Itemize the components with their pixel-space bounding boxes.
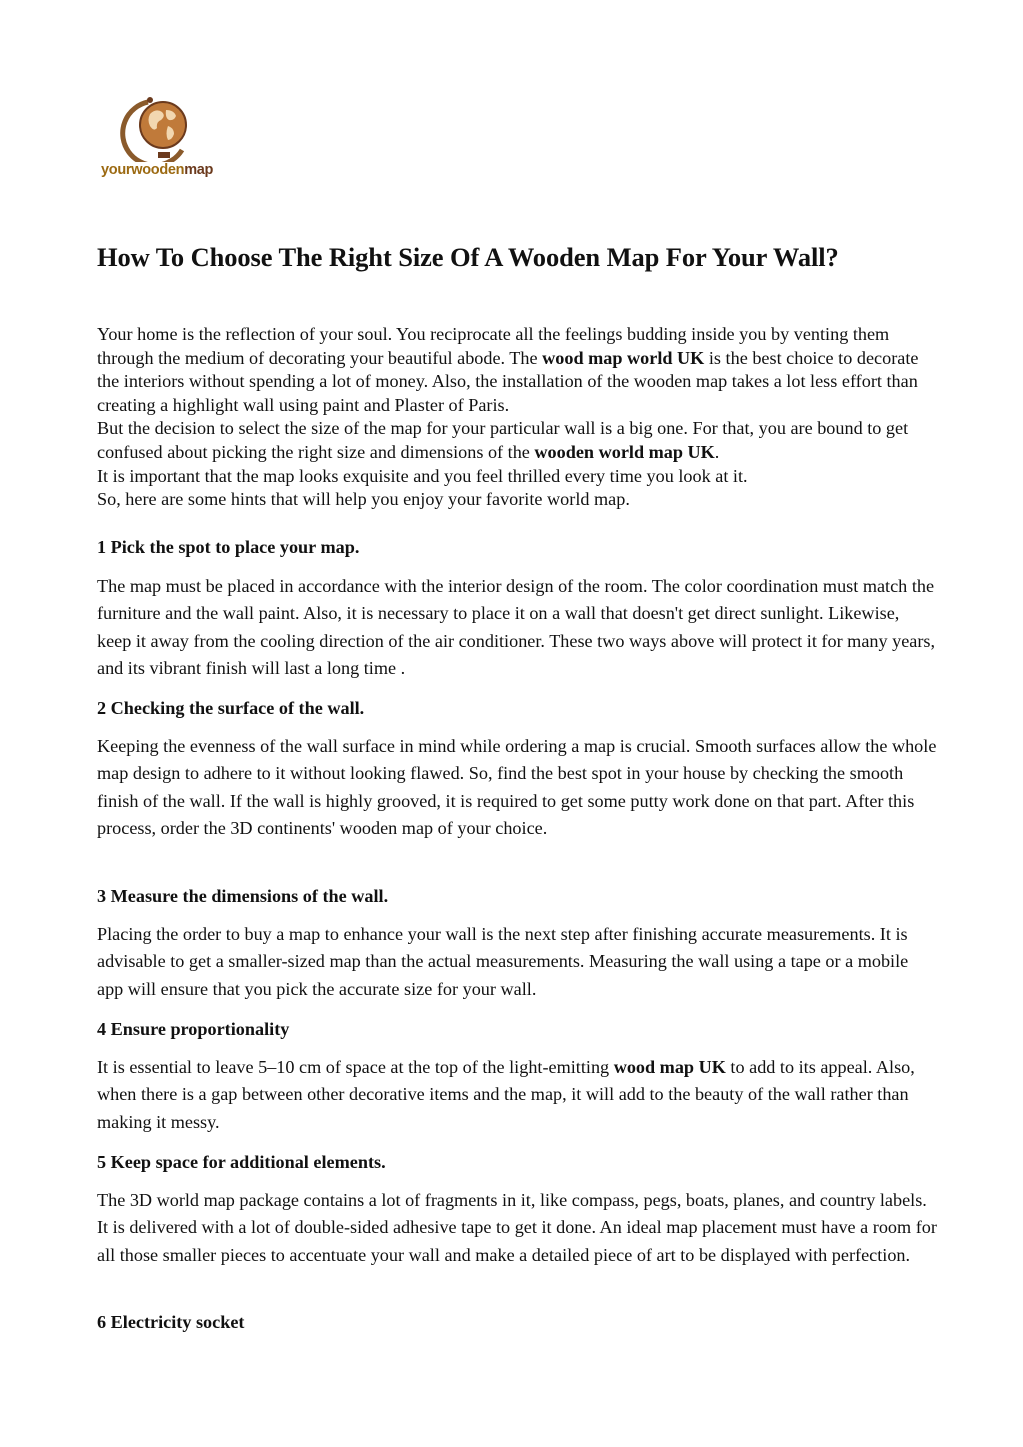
section-heading: 1 Pick the spot to place your map. (97, 537, 360, 557)
intro-paragraph: So, here are some hints that will help you enjoy your favorite world map. (97, 489, 630, 510)
section-body: The map must be placed in accordance with the interior design of the room. The color coordination must match the furniture and the wall paint. Also, it is necessary to place it on a wall that doesn't get direct sunlight. Likewise, keep it away from the cooling direction of the air conditioner. These two ways above will protect it for many years, and its vibrant finish will last a long time . (97, 576, 936, 678)
keyword-link: wood map UK (613, 1057, 726, 1077)
keyword-link: wood map world UK (542, 347, 705, 368)
keyword-link: wooden world map UK (534, 441, 715, 462)
globe-icon (100, 92, 236, 162)
section-heading: 3 Measure the dimensions of the wall. (97, 886, 389, 906)
section-heading: 5 Keep space for additional elements. (97, 1152, 386, 1172)
brand-logo (100, 92, 236, 188)
intro-paragraph: But the decision to select the size of the map for your particular wall is a big one. For that, you are bound to get confused about picking the right size and dimensions of the wooden world map UK. (97, 418, 909, 462)
intro-paragraph: It is important that the map looks exquisite and you feel thrilled every time you look at it. (97, 465, 748, 486)
section-body: It is essential to leave 5–10 cm of space at the top of the light-emitting wood map UK to add to its appeal. Also, when there is a gap between other decorative items and the map, it will add to the beauty of the wall rather than making it messy. (97, 1057, 915, 1132)
section-body: Keeping the evenness of the wall surface in mind while ordering a map is crucial. Smooth surfaces allow the whole map design to adhere to it without looking flawed. So, find the best spot in your house by checking the smooth finish of the wall. If the wall is highly grooved, it is required to get some putty work done on that part. After this process, order the 3D continents' wooden map of your choice. (97, 736, 937, 838)
section-body: The 3D world map package contains a lot of fragments in it, like compass, pegs, boats, planes, and country labels. It is delivered with a lot of double-sided adhesive tape to get it done. An ideal map placement must have a room for all those smaller pieces to accentuate your wall and make a detailed piece of art to be displayed with perfection. (97, 1190, 937, 1265)
intro-block (97, 323, 932, 512)
page-title: How To Choose The Right Size Of A Wooden Map For Your Wall? (97, 242, 839, 272)
section-heading: 4 Ensure proportionality (97, 1019, 290, 1039)
intro-paragraph: Your home is the reflection of your soul. You reciprocate all the feelings budding inside you by venting them through the medium of decorating your beautiful abode. The wood map world UK is the best choice to decorate the interiors without spending a lot of money. Also, the installation of the wooden map takes a lot less effort than creating a highlight wall using paint and Plaster of Paris. (97, 324, 919, 415)
section-body: Placing the order to buy a map to enhance your wall is the next step after finishing accurate measurements. It is advisable to get a smaller-sized map than the actual measurements. Measuring the wall using a tape or a mobile app will ensure that you pick the accurate size for your wall. (97, 924, 909, 999)
section-heading: 2 Checking the surface of the wall. (97, 698, 365, 718)
section-heading: 6 Electricity socket (97, 1312, 245, 1332)
logo-wordmark: yourwoodenmap (101, 162, 214, 178)
